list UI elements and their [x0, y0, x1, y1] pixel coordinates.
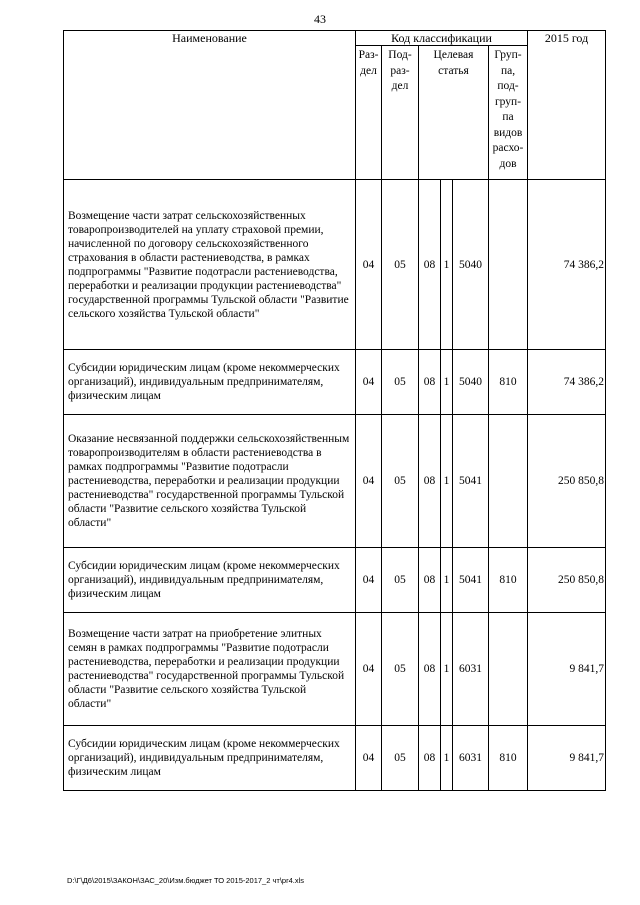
header-target: Целевая статья [419, 46, 489, 180]
header-row-top [64, 31, 606, 46]
file-path-footer: D:\Г\Д6\2015\ЗАКОН\ЗАС_20\Изм.бюджет ТО 2015-2017_2 чт\pr4.xls [67, 876, 304, 885]
row-section: 04 [356, 415, 382, 548]
row-target-program: 08 [419, 180, 441, 350]
row-target-subprogram: 1 [441, 350, 453, 415]
row-expense-group [489, 180, 528, 350]
row-expense-group: 810 [489, 726, 528, 791]
row-name: Субсидии юридическим лицам (кроме некоммерческих организаций), индивидуальным предпринимателям, физическим лицам [64, 548, 356, 613]
row-name: Возмещение части затрат сельскохозяйственных товаропроизводителей на уплату страховой премии, начисленной по договору сельскохозяйственного страхования в области растениеводства, в рамках подпрограммы "Развитие подотрасли растениеводства, переработки и реализации продукции растениеводства" государственной программы Тульской области "Развитие сельского хозяйства Тульской области" [64, 180, 356, 350]
row-section: 04 [356, 726, 382, 791]
row-target-program: 08 [419, 548, 441, 613]
row-section: 04 [356, 548, 382, 613]
row-subsection: 05 [382, 548, 419, 613]
row-amount: 9 841,7 [528, 613, 606, 726]
row-target-subprogram: 1 [441, 726, 453, 791]
row-amount: 74 386,2 [528, 180, 606, 350]
row-amount: 250 850,8 [528, 548, 606, 613]
row-section: 04 [356, 350, 382, 415]
row-target-direction: 5040 [453, 180, 489, 350]
row-target-subprogram: 1 [441, 415, 453, 548]
header-year: 2015 год [528, 31, 606, 180]
table-row [64, 613, 606, 726]
row-target-subprogram: 1 [441, 613, 453, 726]
row-subsection: 05 [382, 350, 419, 415]
row-expense-group: 810 [489, 350, 528, 415]
row-name: Возмещение части затрат на приобретение элитных семян в рамках подпрограммы "Развитие подотрасли растениеводства, переработки и реализации продукции растениеводства" государственной программы Тульской области "Развитие сельского хозяйства Тульской области" [64, 613, 356, 726]
row-expense-group [489, 613, 528, 726]
row-target-direction: 5041 [453, 548, 489, 613]
row-target-direction: 6031 [453, 613, 489, 726]
header-group: Груп- па, под- груп- па видов расхо- дов [489, 46, 528, 180]
row-expense-group [489, 415, 528, 548]
table-row [64, 180, 606, 350]
row-section: 04 [356, 180, 382, 350]
header-section: Раз- дел [356, 46, 382, 180]
table-row [64, 350, 606, 415]
row-target-program: 08 [419, 350, 441, 415]
page-number: 43 [314, 12, 326, 26]
row-name: Оказание несвязанной поддержки сельскохозяйственным товаропроизводителям в области растениеводства в рамках подпрограммы "Развитие подотрасли растениеводства, переработки и реализации продукции растениеводства" государственной программы Тульской области "Развитие сельского хозяйства Тульской области" [64, 415, 356, 548]
row-target-program: 08 [419, 613, 441, 726]
row-target-subprogram: 1 [441, 180, 453, 350]
row-target-program: 08 [419, 415, 441, 548]
row-target-direction: 5041 [453, 415, 489, 548]
table-row [64, 548, 606, 613]
row-subsection: 05 [382, 180, 419, 350]
table-row [64, 415, 606, 548]
header-subsection: Под- раз- дел [382, 46, 419, 180]
row-amount: 9 841,7 [528, 726, 606, 791]
row-name: Субсидии юридическим лицам (кроме некоммерческих организаций), индивидуальным предпринимателям, физическим лицам [64, 726, 356, 791]
row-target-direction: 5040 [453, 350, 489, 415]
row-target-program: 08 [419, 726, 441, 791]
row-expense-group: 810 [489, 548, 528, 613]
row-amount: 74 386,2 [528, 350, 606, 415]
table-row [64, 726, 606, 791]
header-code-group: Код классификации [356, 31, 528, 46]
row-subsection: 05 [382, 726, 419, 791]
row-target-direction: 6031 [453, 726, 489, 791]
header-name: Наименование [64, 31, 356, 180]
row-section: 04 [356, 613, 382, 726]
row-subsection: 05 [382, 415, 419, 548]
row-amount: 250 850,8 [528, 415, 606, 548]
budget-table [63, 30, 606, 791]
row-target-subprogram: 1 [441, 548, 453, 613]
row-name: Субсидии юридическим лицам (кроме некоммерческих организаций), индивидуальным предпринимателям, физическим лицам [64, 350, 356, 415]
row-subsection: 05 [382, 613, 419, 726]
